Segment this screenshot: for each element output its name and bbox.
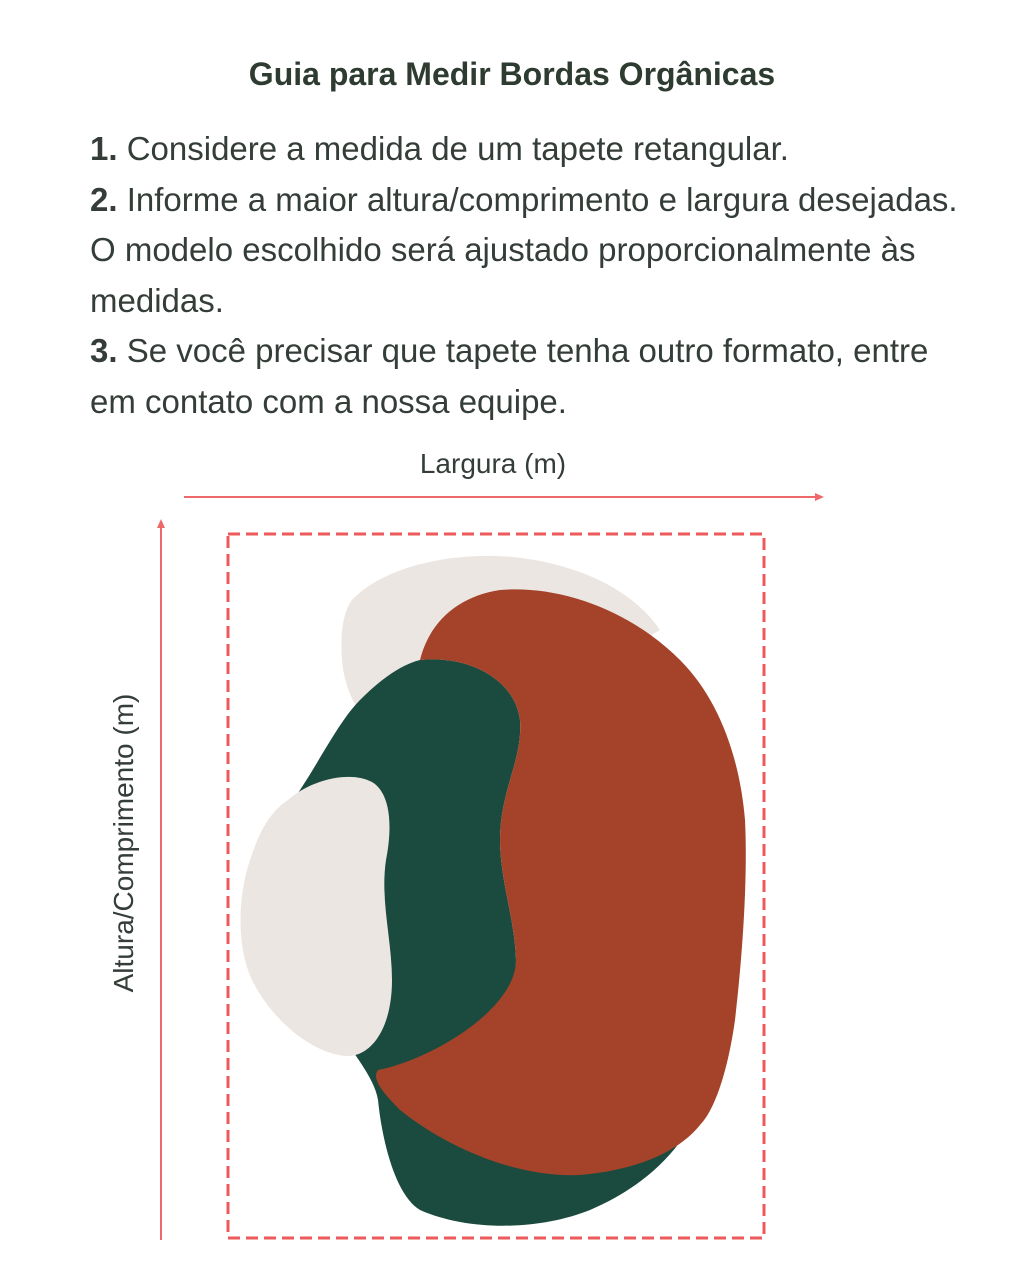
step-text: Informe a maior altura/comprimento e largura desejadas. O modelo escolhido será ajustado proporcionalmente às medidas. bbox=[90, 180, 958, 319]
organic-rug-image bbox=[241, 556, 746, 1226]
width-arrow bbox=[184, 493, 824, 501]
step-text: Se você precisar que tapete tenha outro formato, entre em contato com a nossa equipe. bbox=[90, 332, 929, 420]
step-text: Considere a medida de um tapete retangular. bbox=[117, 130, 789, 167]
step-number: 3. bbox=[90, 332, 118, 369]
height-arrow bbox=[157, 519, 165, 1240]
height-label: Altura/Comprimento (m) bbox=[108, 693, 139, 993]
step-number: 1. bbox=[90, 130, 118, 167]
rug-cream-left bbox=[241, 777, 393, 1056]
step-number: 2. bbox=[90, 180, 118, 218]
width-label: Largura (m) bbox=[419, 448, 567, 479]
page-title: Guia para Medir Bordas Orgânicas bbox=[248, 56, 776, 92]
